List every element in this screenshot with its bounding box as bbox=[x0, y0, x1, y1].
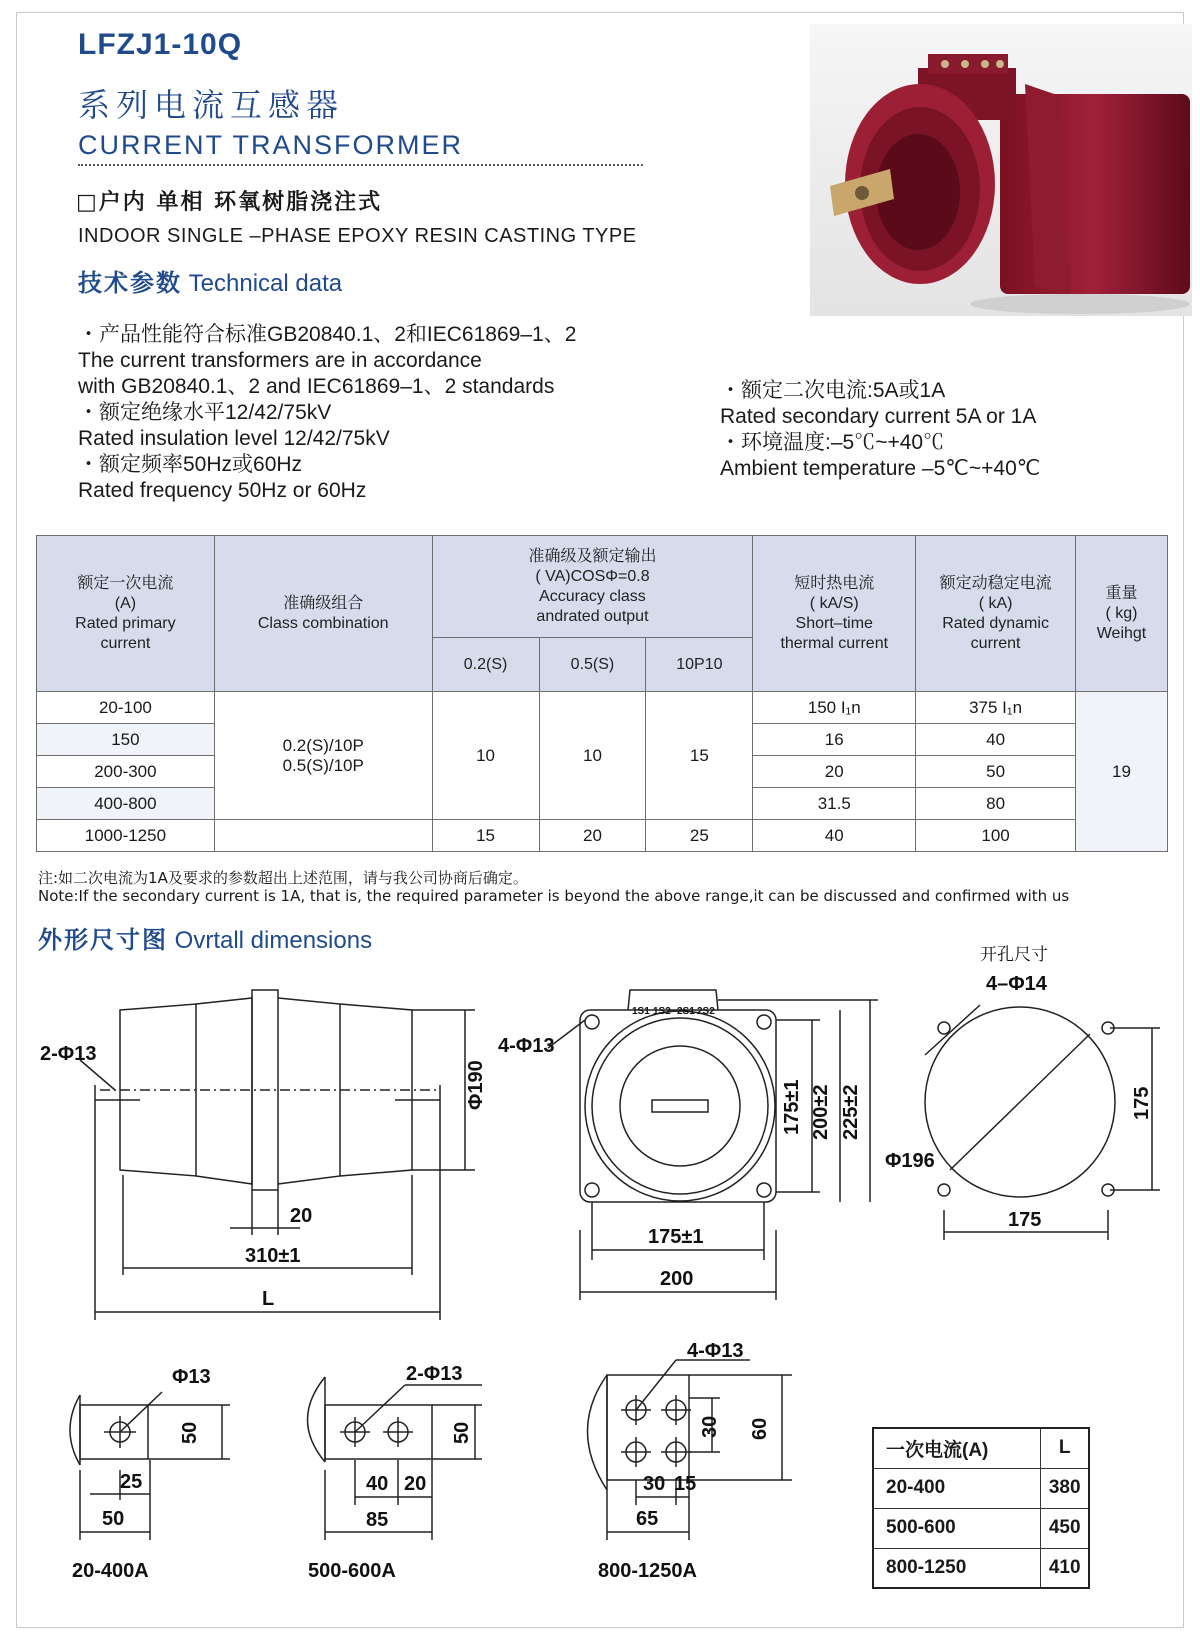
bus2-40-label: 40 bbox=[366, 1473, 389, 1495]
cell-current: 400-800 bbox=[37, 788, 215, 820]
header-line: Rated primary bbox=[75, 614, 176, 632]
cutout-h175-label: 175 bbox=[1008, 1209, 1042, 1231]
cell-current: 20-100 bbox=[37, 692, 215, 724]
technical-heading-en: Technical data bbox=[188, 270, 343, 297]
tech-line: ・额定绝缘水平12/42/75kV bbox=[78, 401, 332, 424]
bus2-hole-label: 2-Φ13 bbox=[406, 1363, 463, 1385]
terminal-label: 2S1 bbox=[677, 1006, 695, 1017]
bus3-15-label: 15 bbox=[674, 1473, 697, 1495]
busbar-800-1250 bbox=[588, 1340, 793, 1582]
class-line: 0.2(S)/10P bbox=[282, 735, 364, 755]
side-hole-label: 2-Φ13 bbox=[40, 1043, 97, 1065]
bus3-30v-label: 30 bbox=[699, 1415, 721, 1438]
terminal-label: 1S1 bbox=[632, 1006, 650, 1017]
bus1-hole-label: Φ13 bbox=[172, 1366, 211, 1388]
header-line: current bbox=[100, 634, 151, 652]
front-h200-label: 200 bbox=[660, 1268, 694, 1290]
side-310-label: 310±1 bbox=[245, 1245, 301, 1267]
busbar-500-600 bbox=[308, 1363, 483, 1582]
tech-line: Rated insulation level 12/42/75kV bbox=[78, 427, 390, 450]
header-sub-10p10: 10P10 bbox=[646, 638, 753, 692]
terminal-label: 1S2 bbox=[653, 1006, 671, 1017]
cell-dynamic: 50 bbox=[916, 756, 1076, 788]
bus1-50-label: 50 bbox=[102, 1508, 125, 1530]
length-cell-current: 800-1250 bbox=[873, 1548, 1041, 1588]
header-line: ( kA) bbox=[978, 594, 1013, 612]
front-v175-label: 175±1 bbox=[781, 1079, 803, 1135]
length-header-L: L bbox=[1041, 1428, 1089, 1468]
tech-line: ・额定二次电流:5A或1A bbox=[720, 379, 946, 402]
type-cn: □户内 单相 环氧树脂浇注式 bbox=[76, 190, 383, 215]
bus3-60-label: 60 bbox=[749, 1417, 771, 1440]
side-view bbox=[40, 990, 487, 1320]
cell-dynamic: 100 bbox=[916, 820, 1076, 852]
cell-05s: 20 bbox=[539, 820, 646, 852]
header-line: Short–time bbox=[795, 614, 873, 632]
header-line: Accuracy class bbox=[539, 587, 646, 605]
tech-line: ・产品性能符合标准GB20840.1、2和IEC61869–1、2 bbox=[78, 323, 577, 346]
header-line: 重量 bbox=[1105, 584, 1138, 602]
bus3-65-label: 65 bbox=[636, 1508, 659, 1530]
cutout-dia-label: Φ196 bbox=[885, 1150, 935, 1172]
cell-current: 200-300 bbox=[37, 756, 215, 788]
header-line: 短时热电流 bbox=[794, 574, 875, 592]
bus1-range-label: 20-400A bbox=[72, 1560, 149, 1582]
cell-thermal: 150 I₁n bbox=[753, 692, 916, 724]
length-cell-L: 450 bbox=[1041, 1508, 1089, 1548]
front-view bbox=[498, 990, 878, 1300]
front-v200-label: 200±2 bbox=[810, 1084, 832, 1140]
cell-10p10: 15 bbox=[646, 692, 753, 820]
length-cell-L: 380 bbox=[1041, 1468, 1089, 1508]
header-line: Class combination bbox=[257, 614, 389, 632]
bus2-h50-label: 50 bbox=[451, 1421, 473, 1444]
header-sub-05s: 0.5(S) bbox=[539, 638, 646, 692]
tech-line: Ambient temperature –5℃~+40℃ bbox=[720, 457, 1041, 480]
header-sub-02s: 0.2(S) bbox=[432, 638, 539, 692]
header-line: (A) bbox=[114, 594, 137, 612]
length-cell-current: 20-400 bbox=[873, 1468, 1041, 1508]
dimensions-heading-cn: 外形尺寸图 bbox=[38, 926, 168, 954]
tech-line: Rated frequency 50Hz or 60Hz bbox=[78, 479, 367, 502]
cutout-v175-label: 175 bbox=[1131, 1086, 1153, 1120]
tech-line: The current transformers are in accordance bbox=[78, 349, 482, 372]
front-h175-label: 175±1 bbox=[648, 1226, 704, 1248]
header-line: 准确级及额定输出 bbox=[528, 547, 657, 565]
header-line: ( VA)COSΦ=0.8 bbox=[535, 567, 650, 585]
bus2-range-label: 500-600A bbox=[308, 1560, 396, 1582]
bus1-h50-label: 50 bbox=[179, 1421, 201, 1444]
header-line: current bbox=[970, 634, 1021, 652]
series-title-en: CURRENT TRANSFORMER bbox=[78, 130, 464, 160]
cell-thermal: 20 bbox=[753, 756, 916, 788]
tech-line: ・额定频率50Hz或60Hz bbox=[78, 453, 303, 476]
series-title-cn: 系列电流互感器 bbox=[78, 86, 345, 124]
header-line: andrated output bbox=[536, 607, 649, 625]
cell-dynamic: 375 I₁n bbox=[916, 692, 1076, 724]
cell-current: 150 bbox=[37, 724, 215, 756]
cell-current: 1000-1250 bbox=[37, 820, 215, 852]
cell-02s: 15 bbox=[432, 820, 539, 852]
cutout-title: 开孔尺寸 bbox=[980, 945, 1048, 964]
header-line: 准确级组合 bbox=[283, 594, 364, 612]
type-en: INDOOR SINGLE –PHASE EPOXY RESIN CASTING TYPE bbox=[78, 225, 637, 247]
technical-heading-cn: 技术参数 bbox=[78, 269, 182, 297]
cell-thermal: 31.5 bbox=[753, 788, 916, 820]
cell-02s: 10 bbox=[432, 692, 539, 820]
header-line: 额定一次电流 bbox=[77, 574, 174, 592]
header-line: ( kg) bbox=[1105, 604, 1138, 622]
length-table bbox=[872, 1427, 1090, 1589]
tech-line: ・环境温度:–5℃~+40℃ bbox=[720, 431, 945, 454]
bus3-30-label: 30 bbox=[643, 1473, 666, 1495]
side-20-label: 20 bbox=[290, 1205, 313, 1227]
cell-weight: 19 bbox=[1076, 692, 1168, 852]
length-cell-L: 410 bbox=[1041, 1548, 1089, 1588]
header-line: thermal current bbox=[780, 634, 889, 652]
front-v225-label: 225±2 bbox=[840, 1084, 862, 1140]
note-cn: 注:如二次电流为1A及要求的参数超出上述范围，请与我公司协商后确定。 bbox=[38, 869, 528, 887]
bus3-range-label: 800-1250A bbox=[598, 1560, 697, 1582]
header-line: 额定动稳定电流 bbox=[939, 574, 1052, 592]
bus1-25-label: 25 bbox=[120, 1471, 143, 1493]
model-number: LFZJ1-10Q bbox=[78, 28, 243, 61]
bus2-20-label: 20 bbox=[404, 1473, 427, 1495]
side-dia-label: Φ190 bbox=[465, 1060, 487, 1110]
side-L-label: L bbox=[262, 1288, 275, 1310]
header-line: Weihgt bbox=[1096, 624, 1147, 642]
bus3-hole-label: 4-Φ13 bbox=[687, 1340, 744, 1362]
cell-thermal: 16 bbox=[753, 724, 916, 756]
cutout-view bbox=[885, 945, 1160, 1240]
busbar-20-400 bbox=[70, 1366, 230, 1582]
length-header-current: 一次电流(A) bbox=[873, 1428, 1041, 1468]
cell-thermal: 40 bbox=[753, 820, 916, 852]
note-en: Note:If the secondary current is 1A, that is, the required parameter is beyond the above range,it can be discussed and confirmed with us bbox=[38, 887, 1070, 905]
class-line: 0.5(S)/10P bbox=[282, 755, 364, 775]
length-cell-current: 500-600 bbox=[873, 1508, 1041, 1548]
terminal-label: 2S2 bbox=[697, 1006, 715, 1017]
header-line: Rated dynamic bbox=[942, 614, 1049, 632]
tech-line: Rated secondary current 5A or 1A bbox=[720, 405, 1037, 428]
bus2-85-label: 85 bbox=[366, 1509, 389, 1531]
cell-dynamic: 80 bbox=[916, 788, 1076, 820]
header-line: ( kA/S) bbox=[809, 594, 859, 612]
cell-05s: 10 bbox=[539, 692, 646, 820]
front-holes-label: 4-Φ13 bbox=[498, 1035, 555, 1057]
cell-10p10: 25 bbox=[646, 820, 753, 852]
cell-dynamic: 40 bbox=[916, 724, 1076, 756]
dimensions-heading-en: Ovrtall dimensions bbox=[174, 927, 373, 954]
cutout-holes-label: 4–Φ14 bbox=[986, 973, 1047, 995]
tech-line: with GB20840.1、2 and IEC61869–1、2 standards bbox=[78, 375, 555, 398]
